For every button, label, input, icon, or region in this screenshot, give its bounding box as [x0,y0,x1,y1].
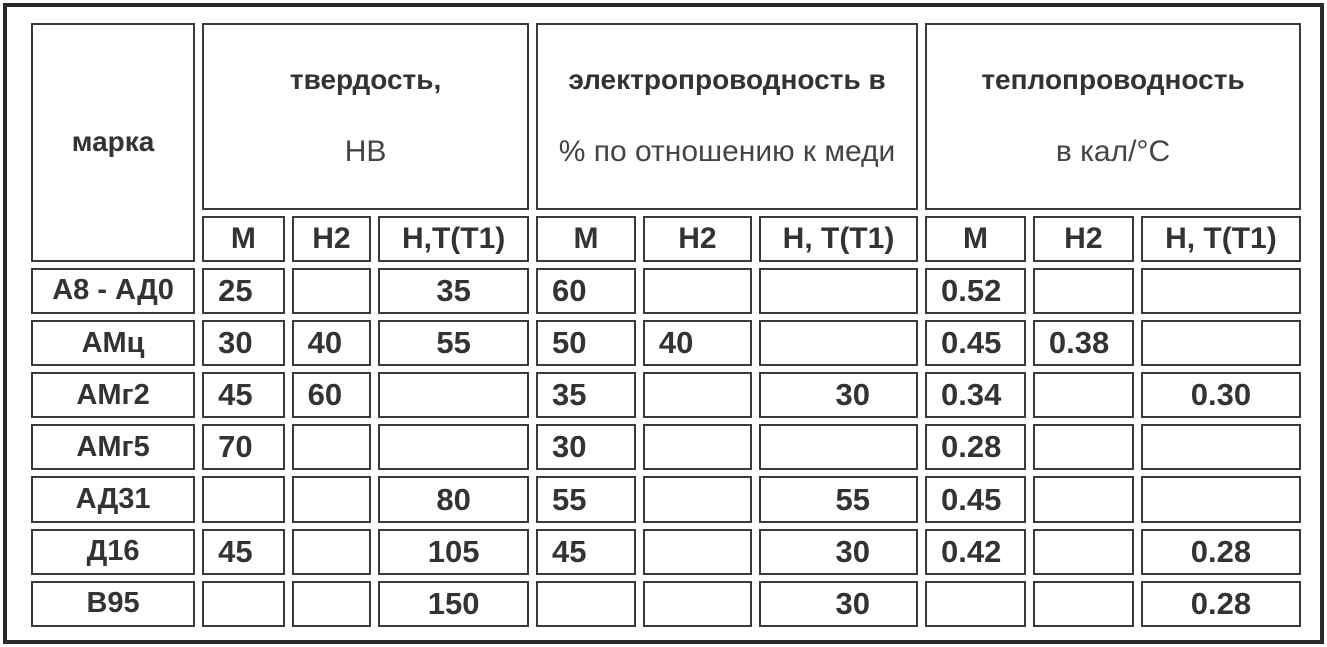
cell-conductivity-h2 [643,476,752,522]
cell-thermal-h2 [1033,529,1134,575]
cell-thermal-h2 [1033,476,1134,522]
subheader-conductivity-ht: Н, Т(Т1) [759,216,918,262]
cell-thermal-ht [1141,320,1301,366]
cell-hardness-m [202,476,285,522]
table-row [31,268,1301,314]
cell-hardness-m: 45 [202,372,285,418]
cell-conductivity-ht: 30 [759,372,918,418]
properties-table [24,17,1308,633]
cell-hardness-h2 [292,268,372,314]
table-row [31,529,1301,575]
cell-conductivity-ht: 55 [759,476,918,522]
cell-conductivity-m: 55 [536,476,636,522]
subheader-thermal-ht: Н, Т(Т1) [1141,216,1301,262]
cell-hardness-m: 70 [202,424,285,470]
subheader-hardness-h2: Н2 [292,216,372,262]
cell-conductivity-h2 [643,372,752,418]
subheader-hardness-m: М [202,216,285,262]
cell-hardness-ht [378,424,529,470]
table-row [31,424,1301,470]
cell-thermal-m: 0.34 [925,372,1026,418]
cell-thermal-ht [1141,424,1301,470]
cell-conductivity-h2 [643,529,752,575]
cell-hardness-ht: 55 [378,320,529,366]
subheader-conductivity-m: М [536,216,636,262]
cell-thermal-ht [1141,268,1301,314]
cell-marka: АМг2 [31,372,195,418]
table-row [31,372,1301,418]
subheader-thermal-m: М [925,216,1026,262]
table-row [31,476,1301,522]
header-thermal [925,23,1301,210]
cell-thermal-h2: 0.38 [1033,320,1134,366]
cell-thermal-h2 [1033,581,1134,627]
header-hardness-unit: HB [344,135,387,169]
cell-conductivity-ht [759,268,918,314]
cell-conductivity-m: 35 [536,372,636,418]
cell-thermal-m [925,581,1026,627]
cell-conductivity-m: 60 [536,268,636,314]
cell-marka: АМц [31,320,195,366]
cell-thermal-ht [1141,476,1301,522]
cell-hardness-ht: 150 [378,581,529,627]
cell-hardness-ht [378,372,529,418]
subheader-conductivity-h2: Н2 [643,216,752,262]
header-hardness-title: твердость, [289,64,442,96]
cell-hardness-h2 [292,529,372,575]
cell-hardness-ht: 80 [378,476,529,522]
cell-conductivity-h2 [643,268,752,314]
cell-hardness-m: 25 [202,268,285,314]
cell-hardness-ht: 35 [378,268,529,314]
cell-thermal-ht: 0.30 [1141,372,1301,418]
cell-hardness-h2: 40 [292,320,372,366]
table-body [31,268,1301,627]
cell-thermal-m: 0.52 [925,268,1026,314]
cell-marka: А8 - АД0 [31,268,195,314]
cell-hardness-m: 30 [202,320,285,366]
cell-thermal-h2 [1033,424,1134,470]
subheader-row [31,216,1301,262]
subheader-thermal-h2: Н2 [1033,216,1134,262]
header-conductivity-unit: % по отношению к меди [558,135,896,169]
cell-marka: В95 [31,581,195,627]
header-conductivity [536,23,918,210]
header-marka: марка [31,23,195,262]
cell-hardness-m [202,581,285,627]
cell-hardness-h2 [292,476,372,522]
cell-thermal-m: 0.45 [925,476,1026,522]
cell-hardness-m: 45 [202,529,285,575]
header-row [31,23,1301,210]
subheader-hardness-ht: Н,Т(Т1) [378,216,529,262]
table-row [31,320,1301,366]
cell-hardness-ht: 105 [378,529,529,575]
table-row [31,581,1301,627]
cell-thermal-ht: 0.28 [1141,529,1301,575]
cell-conductivity-ht [759,320,918,366]
cell-conductivity-h2 [643,581,752,627]
cell-hardness-h2: 60 [292,372,372,418]
cell-conductivity-ht: 30 [759,529,918,575]
cell-conductivity-m: 45 [536,529,636,575]
cell-marka: Д16 [31,529,195,575]
header-hardness [202,23,529,210]
cell-thermal-m: 0.45 [925,320,1026,366]
cell-conductivity-h2 [643,424,752,470]
cell-thermal-h2 [1033,268,1134,314]
cell-hardness-h2 [292,581,372,627]
cell-marka: АД31 [31,476,195,522]
table-frame [3,3,1324,644]
cell-thermal-h2 [1033,372,1134,418]
cell-thermal-m: 0.28 [925,424,1026,470]
cell-marka: АМг5 [31,424,195,470]
header-thermal-title: теплопроводность [981,64,1245,96]
cell-conductivity-ht: 30 [759,581,918,627]
cell-conductivity-ht [759,424,918,470]
cell-conductivity-h2: 40 [643,320,752,366]
cell-conductivity-m: 30 [536,424,636,470]
cell-thermal-ht: 0.28 [1141,581,1301,627]
header-thermal-unit: в кал/°С [1055,135,1171,169]
header-conductivity-title: электропроводность в [568,64,886,96]
cell-conductivity-m: 50 [536,320,636,366]
cell-thermal-m: 0.42 [925,529,1026,575]
cell-conductivity-m [536,581,636,627]
cell-hardness-h2 [292,424,372,470]
